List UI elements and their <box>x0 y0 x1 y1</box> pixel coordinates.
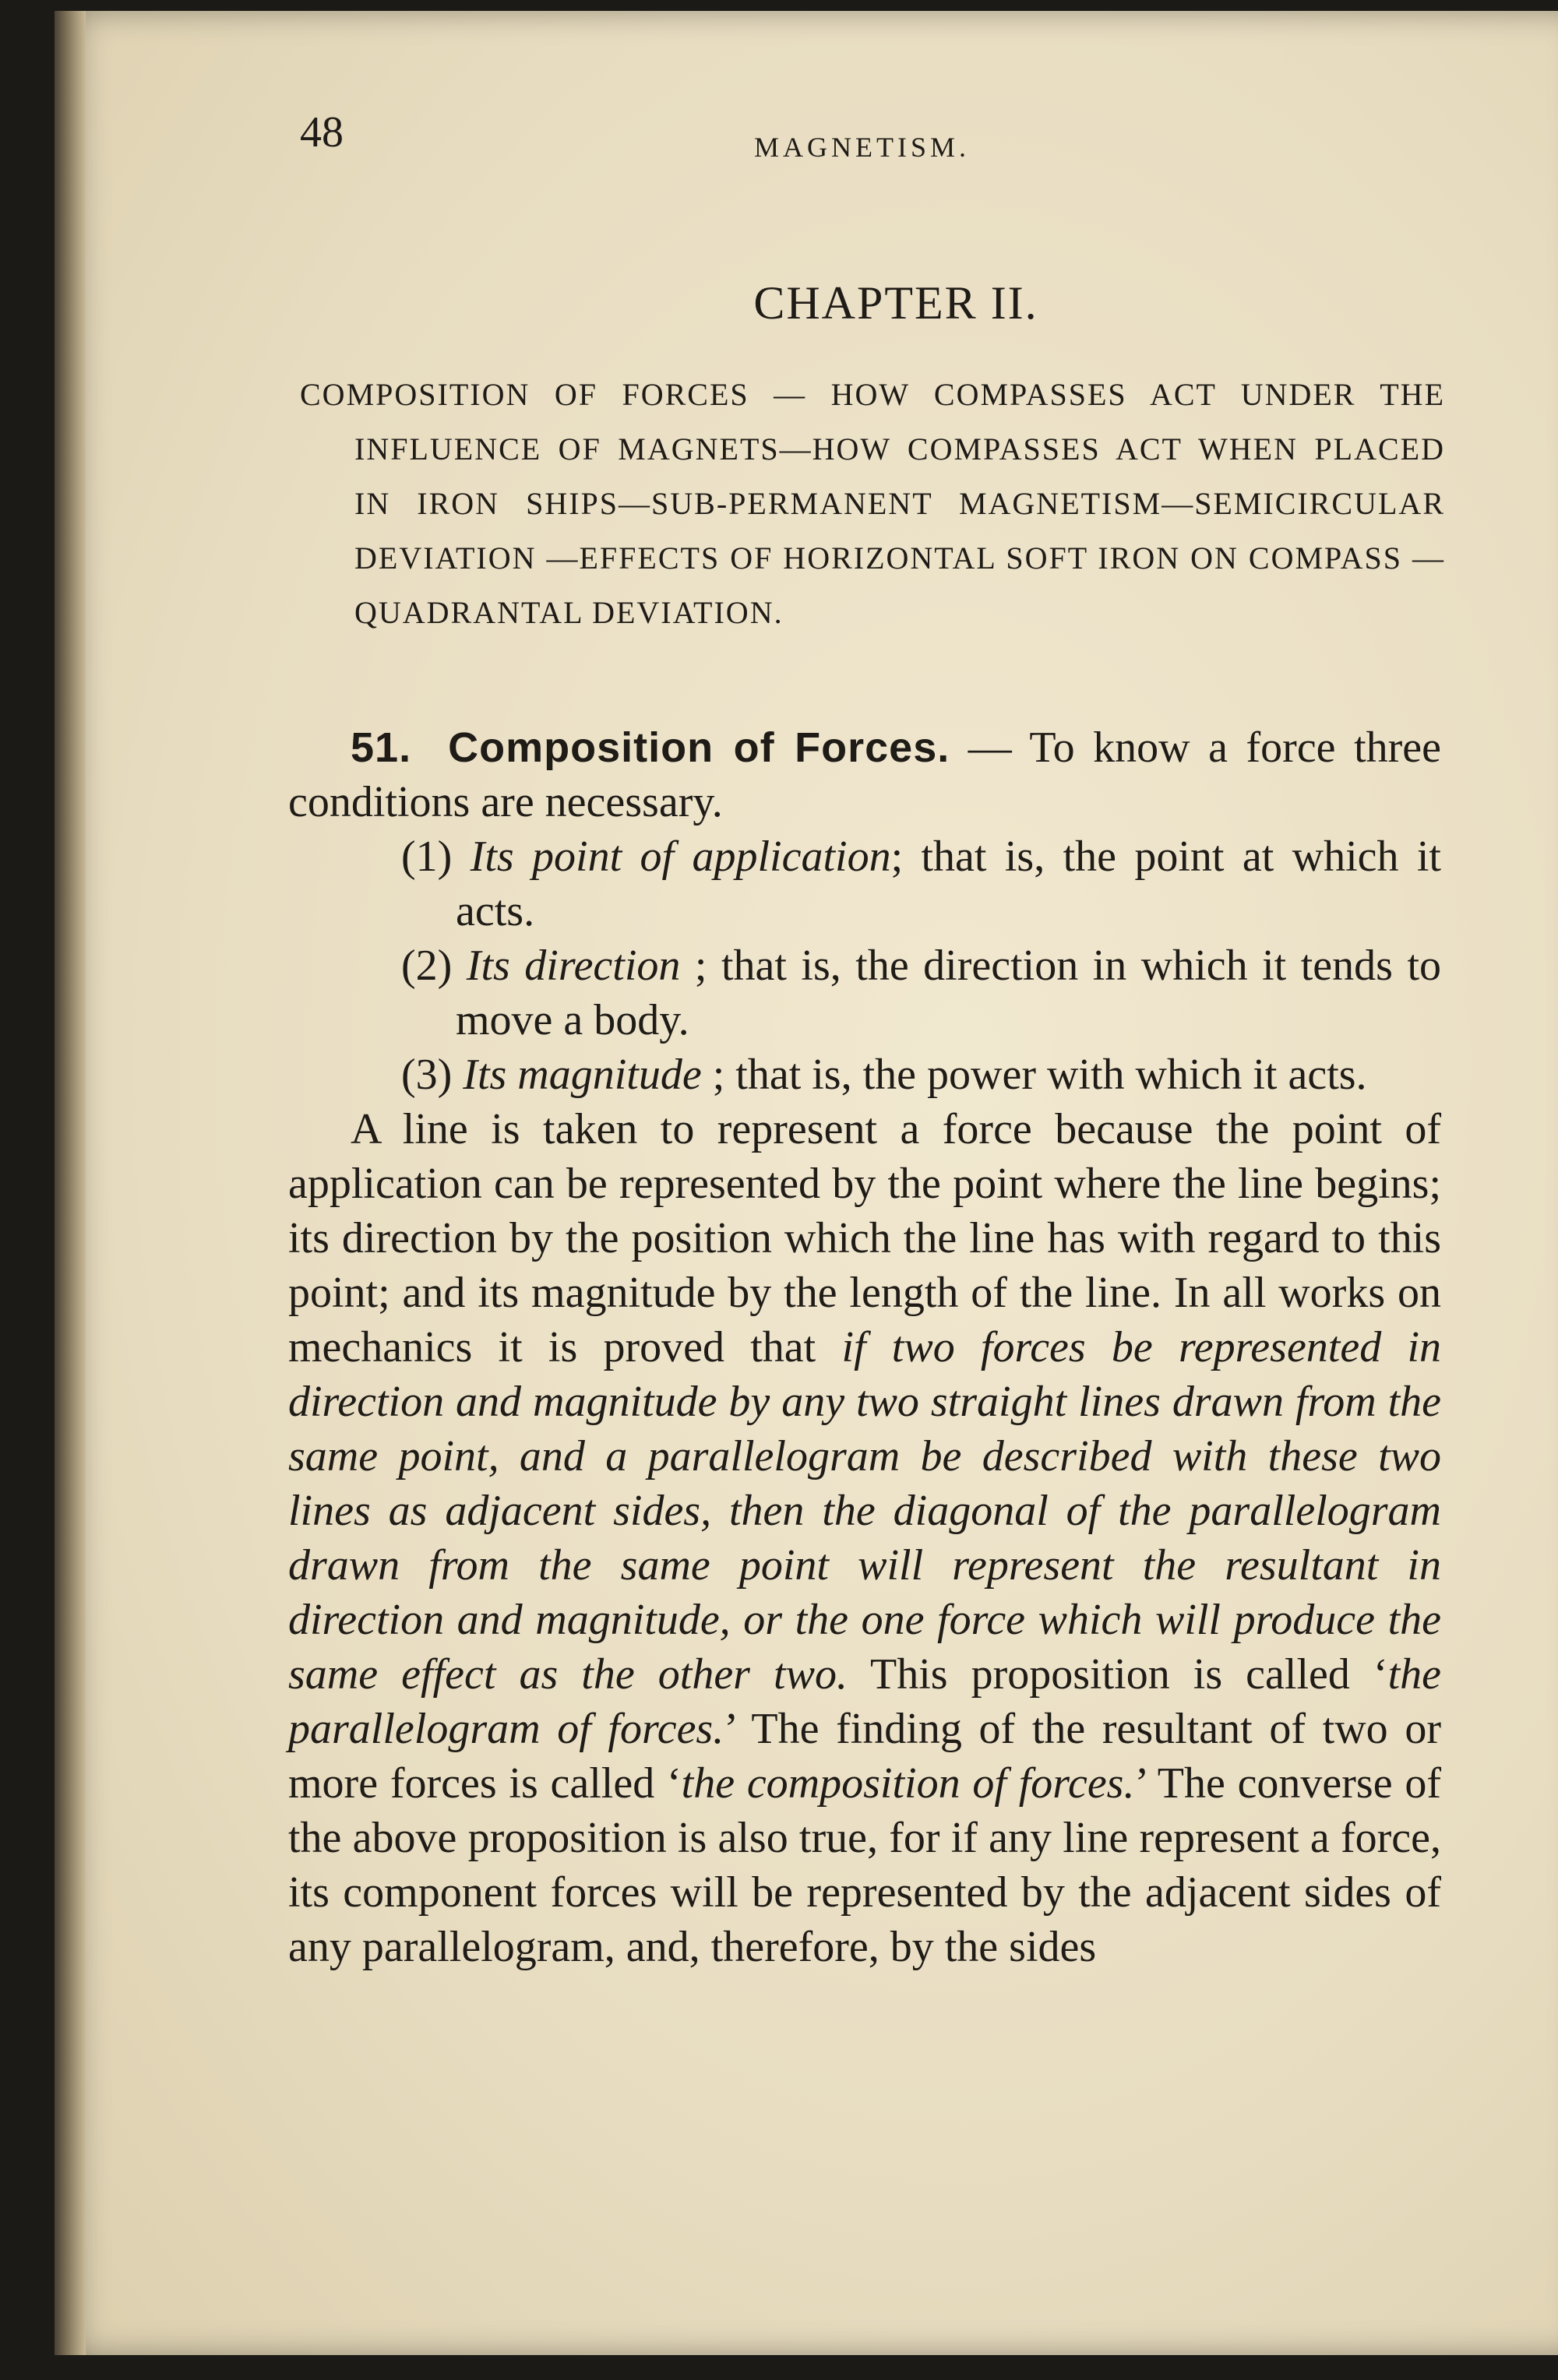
paragraph-text: This proposition is called ‘ <box>847 1650 1388 1699</box>
chapter-summary-text: COMPOSITION OF FORCES — HOW COMPASSES ACT UNDER THE INFLUENCE OF MAGNETS—HOW COMPASSES ACT WHEN PLACED IN IRON SHIPS—SUB-PERMANENT MAGNETISM—SEMICIRCULAR DEVIATION —EFFECTS OF HORIZONTAL SOFT IRON ON COMPASS —QUADRANTAL DEVIATION. <box>300 377 1445 630</box>
condition-number: (1) <box>401 833 453 881</box>
main-paragraph <box>288 1102 1441 1974</box>
term-composition-of-forces: the composition of forces. <box>681 1759 1135 1808</box>
condition-term: Its magnitude <box>463 1051 702 1099</box>
section-heading: Composition of Forces. <box>448 724 950 771</box>
condition-item <box>288 829 1441 938</box>
condition-item <box>288 1047 1441 1102</box>
section-body <box>288 720 1441 1974</box>
page-binding <box>55 11 86 2355</box>
section-intro-text: — To know a force three conditions are necessary. <box>288 724 1441 826</box>
condition-number: (2) <box>401 942 453 990</box>
chapter-title: CHAPTER II. <box>753 277 1038 329</box>
condition-text: ; that is, the power with which it acts. <box>701 1051 1367 1099</box>
condition-item <box>288 938 1441 1047</box>
condition-text: ; that is, the point at which it acts. <box>456 833 1441 935</box>
condition-term: Its direction <box>466 942 681 990</box>
condition-term: Its point of application <box>470 833 891 881</box>
paragraph-text: ’ The converse of the above proposition is also true, for if any line represent a force, its component forces will be represented by the adjacent sides of any parallelogram, and, therefore, by the sides <box>288 1759 1442 1971</box>
page-number: 48 <box>300 108 344 157</box>
running-head: MAGNETISM. <box>754 132 971 163</box>
term-parallelogram-of-forces: the parallelogram of forces. <box>288 1650 1441 1753</box>
proposition-italic: if two forces be represented in direction and magnitude by any two straight lines drawn from the same point, and a parallelogram be described with these two lines as adjacent sides, then the diagonal of the parallelogram drawn from the same point will represent the resultant in direction and magnitude, or the one force which will produce the same effect as the other two. <box>288 1323 1442 1699</box>
section-intro <box>288 720 1441 829</box>
paragraph-text: ’ The finding of the resultant of two or more forces is called ‘ <box>288 1705 1441 1808</box>
condition-number: (3) <box>401 1051 453 1099</box>
paragraph-text: A line is taken to represent a force because the point of application can be represented by the point where the line begins; its direction by the position which the line has with regard to this point; and its magnitude by the length of the line. In all works on mechanics it is proved that <box>288 1105 1441 1371</box>
condition-text: ; that is, the direction in which it tends to move a body. <box>456 942 1441 1044</box>
chapter-summary <box>300 368 1445 640</box>
section-number: 51. <box>351 724 412 771</box>
